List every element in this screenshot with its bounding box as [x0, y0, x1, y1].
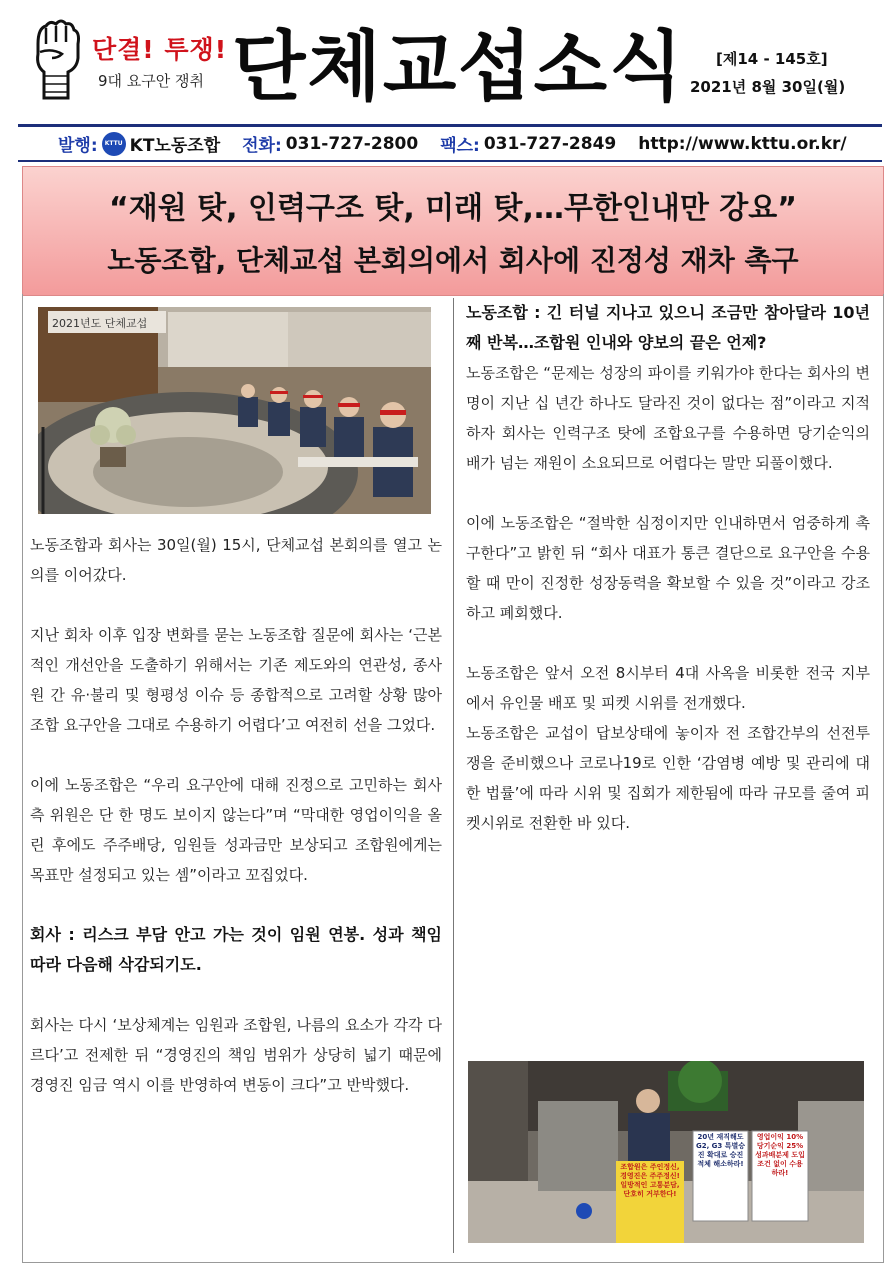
headline-main: “재원 탓, 인력구조 탓, 미래 탓,…무한인내만 강요” — [109, 191, 797, 226]
slogan-line1: 단결! 투쟁! — [92, 35, 228, 64]
left-column — [30, 530, 442, 1100]
left-paragraph-4: 회사는 다시 ‘보상체계는 임원과 조합원, 나름의 요소가 각각 다르다’고 전제한 뒤 “경영진의 책임 범위가 상당히 넓기 때문에 경영진 임금 역시 이를 반영하여 변동이 크다”고 반박했다. — [30, 1016, 442, 1094]
fax-label: 팩스: — [440, 136, 480, 156]
publisher-org: KT노동조합 — [129, 136, 221, 156]
publisher — [58, 131, 220, 156]
publisher-label: 발행: — [58, 136, 98, 156]
kttu-logo-icon: KTTU — [102, 132, 126, 156]
slogan-line2: 9대 요구안 쟁취 — [98, 72, 205, 90]
right-paragraph-3: 노동조합은 앞서 오전 8시부터 4대 사옥을 비롯한 전국 지부에서 유인물 배포 및 피켓 시위를 전개했다. — [466, 664, 870, 712]
issue-date: 2021년 8월 30일(월) — [690, 78, 846, 96]
headline-sub: 노동조합, 단체교섭 본회의에서 회사에 진정성 재차 촉구 — [107, 244, 799, 277]
phone-number: 031-727-2800 — [285, 133, 419, 154]
right-paragraph-1: 노동조합은 “문제는 성장의 파이를 키워가야 한다는 회사의 변명이 지난 십 년간 하나도 달라진 것이 없다는 점”이라고 지적하자 회사는 인력구조 탓에 조합요구를 수용하면 당기순익의 배가 넘는 재원이 소요되므로 어렵다는 말만 되풀이했다. — [466, 364, 870, 472]
meeting-banner: 2021년도 단체교섭 — [52, 317, 148, 330]
phone-label: 전화: — [242, 136, 282, 156]
masthead — [0, 0, 893, 125]
website-link[interactable]: http://www.kttu.or.kr/ — [638, 133, 847, 154]
picket-sign-3: 영업이익 10% 당기순익 25% 성과배분제 도입 조건 없이 수용하라! — [755, 1133, 805, 1177]
picket-protest-photo — [468, 1061, 864, 1243]
headline-box — [22, 166, 884, 296]
left-paragraph-1: 노동조합과 회사는 30일(월) 15시, 단체교섭 본회의를 열고 논의를 이어갔다. — [30, 536, 442, 584]
left-subheading: 회사 : 리스크 부담 안고 가는 것이 임원 연봉. 성과 책임 따라 다음해 삭감되기도. — [30, 925, 442, 974]
bargaining-meeting-photo — [38, 307, 431, 514]
right-subheading: 노동조합 : 긴 터널 지나고 있으니 조금만 참아달라 10년 째 반복…조합원 인내와 양보의 끝은 언제? — [466, 303, 870, 352]
newsletter-title: 단체교섭소식 — [232, 22, 685, 111]
fax-number: 031-727-2849 — [483, 133, 617, 154]
issue-number: [제14 - 145호] — [716, 50, 828, 68]
right-column — [466, 298, 870, 838]
right-paragraph-4: 노동조합은 교섭이 답보상태에 놓이자 전 조합간부의 선전투쟁을 준비했으나 코로나19로 인한 ‘감염병 예방 및 관리에 대한 법률’에 따라 시위 및 집회가 제한됨에 따라 규모를 줄여 피켓시위로 전환한 바 있다. — [466, 724, 870, 832]
column-divider — [453, 298, 454, 1253]
left-paragraph-3: 이에 노동조합은 “우리 요구안에 대해 진정으로 고민하는 회사측 위원은 단 한 명도 보이지 않는다”며 “막대한 영업이익을 올린 후에도 주주배당, 임원들 성과금만 보상되고 조합원에게는 목표만 설정되고 있는 셈”이라고 꼬집었다. — [30, 776, 442, 884]
picket-sign-2: 20년 재직해도 G2, G3 특별승진 확대로 승진적체 해소하라! — [695, 1133, 746, 1168]
left-paragraph-2: 지난 회차 이후 입장 변화를 묻는 노동조합 질문에 회사는 ‘근본적인 개선안을 도출하기 위해서는 기존 제도와의 연관성, 종사원 간 유·불리 및 형평성 이슈 등 종합적으로 고려할 상황 많아 조합 요구안을 그대로 수용하기 어렵다’고 여전히 선을 그었다. — [30, 626, 442, 734]
raised-fist-icon — [28, 14, 84, 100]
phone — [242, 131, 418, 156]
bottom-rule — [18, 160, 882, 162]
picket-sign-1: 조합원은 주인정신, 경영진은 주주정신! 일방적인 고통분담, 단호히 거부한다! — [620, 1163, 680, 1198]
fax — [440, 131, 616, 156]
publisher-bar — [18, 127, 882, 160]
right-paragraph-2: 이에 노동조합은 “절박한 심정이지만 인내하면서 엄중하게 촉구한다”고 밝힌 뒤 “회사 대표가 통큰 결단으로 요구안을 수용할 때 만이 진정한 성장동력을 확보할 수 있을 것”이라고 강조하고 폐회했다. — [466, 514, 870, 622]
